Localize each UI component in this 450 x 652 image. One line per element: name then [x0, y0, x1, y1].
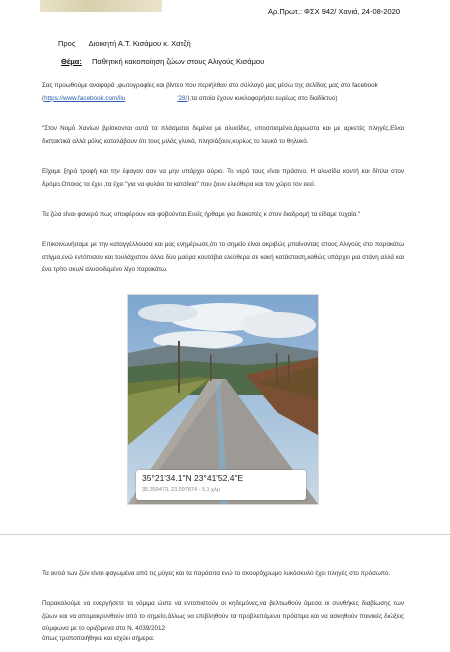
recipient-label: Προς — [58, 39, 76, 48]
letterhead-logo — [40, 0, 162, 12]
quote-paragraph-2: Είχαμε ξηρά τροφή και την έφαγαν σαν να μην υπάρχει αύριο. Το νερό τους είναι πράσινο. Η αλυσίδα κοντή και δίπλα στον δρόμο.Οποιος τα έχει ,τα έχει "για να φυλάει τα κατσίκια" που ζουν ελεύθερα και τον χώρο τον εκεί. — [42, 168, 404, 188]
page-two-paragraph-2: Παρακαλούμε να ενεργήσετε τα νόμιμα ώστε να εντοπιστούν οι κηδεμόνες,να βελτιωθούν άμεσα οι συνθήκες διαβίωσης των ζώων και να απομακρυνθούν από το σημείο,άλλως να επιβληθούν τα προβλεπόμενα πρόστιμα και να ασκηθούν ποινικές διώξεις σύμφωνα με το οριζόμενα στο Ν. 4039/2012 — [42, 600, 404, 633]
facebook-link-tail[interactable]: '28/ — [177, 94, 188, 102]
subject-text: Παθητική κακοποίηση ζώων στους Αλιγούς Κισάμου — [92, 57, 265, 66]
subject-line — [61, 57, 264, 66]
intro-text-end: ),τα οποία έχουν κυκλοφορήσει ευρέως στο διαδίκτυο) — [187, 94, 338, 102]
coordinates-decimal: 35.359473, 23.597874 - 5,1 χλμ — [142, 487, 220, 493]
intro-paragraph — [42, 80, 404, 105]
recipient-name: Διοικητή Α.Τ. Κισάμου κ. Χατζή — [88, 39, 191, 48]
intro-text: Σας προωθούμε αναφορά ,φωτογραφίες και βίντεο που περιήλθαν στο σύλλογό μας μέσω της σελίδας μας στο facebook ( — [42, 82, 378, 102]
recipient-line — [58, 39, 191, 48]
coordinates-card — [136, 470, 306, 500]
subject-label: Θέμα: — [61, 57, 82, 66]
quote-paragraph-3: Τα ζώα είναι φανερό πως υποφέρουν και φοβούνται.Ευείς ήρθαμε για διακοπές κ στον διαδρομή τα είδαμε τυχαία." — [42, 211, 361, 218]
quote-paragraph-1: "Στον Νομό Χανίων βρίσκονται αυτά τα πλάσματα δεμένα με αλυσίδες, υποσιτισμένα,άρρωστα και με αρκετές πληγές.Είναι διστακτικά αλλά μόλις καταλάβουν ότι τους μιλάς γλυκά, πλησιάζουν,κυρίως το λευκό το θηλυκό. — [42, 125, 404, 145]
reference-number: Αρ.Πρωτ.: ΦΣΧ 942/ Χανιά, 24-08-2020 — [267, 7, 400, 16]
street-view-photo — [127, 294, 319, 505]
page-two-cut-text: όπως τροποποιήθηκε και ισχύει σήμερα. — [42, 635, 155, 642]
facebook-link[interactable]: https://www.facebook.com/ilu — [44, 94, 126, 102]
page-break — [0, 534, 450, 535]
page-gap — [0, 520, 450, 534]
coordinates-dms: 35°21'34.1"N 23°41'52.4"E — [142, 473, 244, 483]
page-two-cut-line — [42, 635, 342, 644]
contact-paragraph: Επικοινωνήσαμε με την καταγγέλλουσα και μας ενημέρωσε,ότι το σημείο είναι ακριβώς μπαίνοντας στους Αλιγούς στο παρακάτω στίγμα,ενώ εντόπισαν και τουλάχιστον άλλα δύο μαύρα κουτάβια ελεύθερα σε κακή κατάσταση,καθώς υπάρχει μια στάνη αλλά και ένα τρίτο σκυλί αλυσοδεμένο λίγο παρακάτω. — [42, 241, 404, 274]
page-two-paragraph-1: Τα αυτιά των ζών είναι φαγωμένα από τις μύγες και τα παράσιτα ενώ το σκουρόχρωμο λυκόσκυλο έχει πληγές στο πρόσωπο. — [42, 570, 391, 577]
